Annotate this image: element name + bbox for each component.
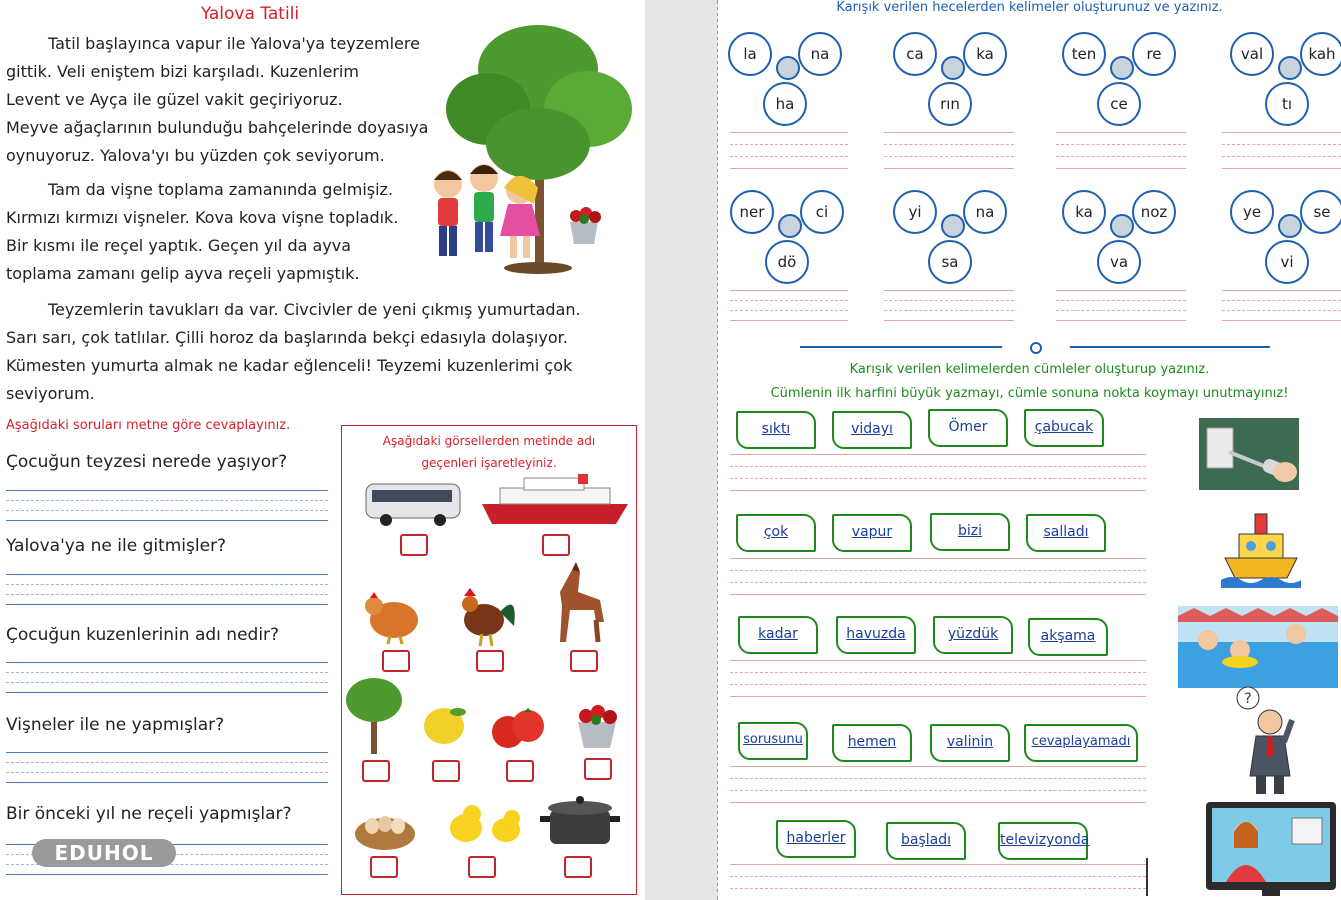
checkbox-tomato[interactable] [506,760,534,782]
story-line: toplama zamanı gelip ayva reçeli yapmıştık. [6,264,360,283]
pot-knob [576,796,584,804]
rooster-image [454,582,518,648]
sentence-write-lines-1[interactable] [730,454,1146,490]
write-guide [1056,300,1186,301]
word-card[interactable]: valinin [930,724,1010,762]
tree-soil [504,262,572,274]
syllable-bubble: re [1132,32,1176,76]
checkbox-cherry[interactable] [584,758,612,780]
sentence-write-lines-3[interactable] [730,660,1146,696]
child-leg [449,226,457,256]
syllable-group-8 [1230,190,1341,290]
write-line [730,490,1146,491]
write-line [730,802,1146,803]
man-head [1258,710,1282,734]
story-line: oynuyoruz. Yalova'yı bu yüzden çok seviyorum. [6,146,385,165]
word-card[interactable]: cevaplayamadı [1024,724,1138,762]
write-line [730,696,1146,697]
quince-image [420,698,472,750]
tomato-image [488,706,550,752]
ship-cabin [524,478,584,490]
answer-line [6,692,328,693]
child-leg [510,236,517,258]
bus-image [364,478,464,528]
word-card[interactable]: sıktı [736,411,816,449]
pot-body [550,810,610,844]
story-line: Meyve ağaçlarının bulunduğu bahçelerinde doyasıya [6,118,429,137]
ship-funnel [578,474,588,484]
checkbox-ship[interactable] [542,534,570,556]
child-leg [485,222,493,252]
boat-porthole [1266,541,1276,551]
cherry [579,709,593,723]
word-card[interactable]: havuzda [836,616,916,654]
man-leg [1274,776,1284,794]
word-card[interactable]: çok [736,514,816,552]
question-5: Bir önceki yıl ne reçeli yapmışlar? [6,804,292,824]
answer-line [6,574,328,575]
bucket [578,722,616,748]
story-line: Tam da vişne toplama zamanında gelmişiz. [48,180,394,199]
write-line [1222,132,1341,133]
write-guide [1222,300,1341,301]
word-card[interactable]: vapur [832,514,912,552]
story-line: Tatil başlayınca vapur ile Yalova'ya teyzemlere [48,34,420,53]
swimming-pool-image [1178,606,1338,688]
child-leg [475,222,483,252]
hen-comb [370,592,378,598]
image-selection-box [341,425,637,895]
text-cursor [1146,858,1148,896]
answer-line [6,874,328,875]
syllable-group-7 [1062,190,1182,290]
word-card[interactable]: salladı [1026,514,1106,552]
write-guide [884,300,1014,301]
section-divider-dot [1030,342,1042,354]
rooster-leg [480,634,482,646]
syllable-group-2 [893,32,1013,132]
write-guide [884,310,1014,311]
write-guide [730,310,848,311]
answer-guide [6,584,328,585]
tomato-stem [524,708,532,712]
child-dress [500,204,540,236]
tv-stand [1262,888,1280,896]
swimmer-head [1286,624,1306,644]
syllable-bubble: ha [763,82,807,126]
story-line: Sarı sarı, çok tatlılar. Çilli horoz da başlarında bekçi edasıyla dolaşıyor. [6,328,568,347]
syllable-section-title: Karışık verilen hecelerden kelimeler oluşturunuz ve yazınız. [836,0,1223,15]
tomato [512,710,544,742]
story-line: gittik. Veli eniştem bizi karşıladı. Kuzenlerim [6,62,359,81]
image-box-title-line: geçenleri işaretleyiniz. [421,456,557,470]
sentence-section-instruction: Cümlenin ilk harfini büyük yazmayı, cümle sonuna nokta koymayı unutmayınız! [770,386,1289,401]
bus-windows [372,490,452,502]
answer-guide [6,762,328,763]
syllable-bubble: ka [963,32,1007,76]
syllable-hub [776,56,800,80]
write-guide [730,778,1146,779]
story-title: Yalova Tatili [200,4,300,24]
egg-basket-image [352,808,418,852]
write-line [884,168,1014,169]
boat-chimney [1255,514,1267,534]
write-line [730,594,1146,595]
checkbox-chicks[interactable] [468,856,496,878]
syllable-bubble: sa [928,240,972,284]
word-card[interactable]: vidayı [832,411,912,449]
syllable-bubble: ci [800,190,844,234]
small-tree-foliage [346,678,402,722]
checkbox-tree[interactable] [362,760,390,782]
answer-line [6,604,328,605]
syllable-answer-lines-row-1[interactable] [730,132,1341,172]
syllable-hub [941,56,965,80]
cherry-leaf [591,715,601,725]
question-2: Yalova'ya ne ile gitmişler? [6,536,227,556]
answer-lines-3[interactable] [6,660,328,690]
story-line: Bir kısmı ile reçel yaptık. Geçen yıl da ayva [6,236,352,255]
pot-handle [540,816,550,822]
answer-guide [6,772,328,773]
bus-wheel [380,514,392,526]
pot-image [540,792,620,848]
image-box-title [342,430,636,474]
confused-man-image [1230,686,1302,796]
boat-porthole [1246,541,1256,551]
write-line [1056,168,1186,169]
write-line [1222,290,1341,291]
write-line [884,290,1014,291]
write-guide [1222,144,1341,145]
section-divider-left [800,346,1002,348]
story-line: Levent ve Ayça ile güzel vakit geçiriyoruz. [6,90,343,109]
write-guide [1222,310,1341,311]
syllable-bubble: la [728,32,772,76]
syllable-bubble: vi [1265,240,1309,284]
syllable-bubble: ca [893,32,937,76]
write-guide [884,156,1014,157]
write-line [730,168,848,169]
write-guide [730,876,1146,877]
syllable-group-6 [893,190,1013,290]
child-shirt [474,192,494,222]
tree-foliage [486,108,590,180]
cherry [603,710,617,724]
syllable-bubble: val [1230,32,1274,76]
syllable-bubble: na [963,190,1007,234]
answer-guide [6,682,328,683]
write-guide [730,478,1146,479]
syllable-bubble: ye [1230,190,1274,234]
rooster-head [462,596,478,612]
hen-head [365,597,383,615]
page-gutter [645,0,718,900]
question-3: Çocuğun kuzenlerinin adı nedir? [6,625,280,645]
cherry-leaf [579,214,589,224]
syllable-bubble: tı [1265,82,1309,126]
swimmer-head [1198,630,1218,650]
eduhol-logo: EDUHOL [32,839,176,867]
child-shirt [438,198,458,226]
child-hair [434,171,462,180]
answer-lines-1[interactable] [6,488,328,518]
write-line [730,558,1146,559]
cherry [589,211,601,223]
wall-plate [1207,428,1233,468]
small-tree-image [344,676,404,756]
syllable-group-5 [730,190,850,290]
write-guide [1056,156,1186,157]
man-leg [1256,776,1266,794]
answer-guide [6,500,328,501]
word-card[interactable]: bizi [930,513,1010,551]
syllable-bubble: va [1097,240,1141,284]
ship-hull [482,504,628,524]
syllable-bubble: ner [730,190,774,234]
word-card[interactable]: başladı [886,822,966,860]
write-line [730,320,848,321]
horse-leg [596,620,598,642]
boat-cabin [1239,534,1283,558]
child-leg [523,236,530,258]
sentence-write-lines-4[interactable] [730,766,1146,802]
sentence-section-title: Karışık verilen kelimelerden cümleler oluşturup yazınız. [849,362,1210,377]
write-guide [730,300,848,301]
word-card[interactable]: hemen [832,724,912,762]
syllable-bubble: se [1300,190,1341,234]
write-line [884,132,1014,133]
answer-line [6,782,328,783]
write-guide [1056,144,1186,145]
answer-line [6,490,328,491]
syllable-bubble: noz [1132,190,1176,234]
story-line: Kümesten yumurta almak ne kadar eğlenceli! Teyzemi kuzenlerimi çok [6,356,573,375]
sentence-write-lines-5[interactable] [730,864,1146,900]
screwdriver-image [1199,418,1299,490]
syllable-bubble: rın [928,82,972,126]
checkbox-hen[interactable] [382,650,410,672]
syllable-bubble: yi [893,190,937,234]
word-card[interactable]: yüzdük [933,616,1013,654]
write-line [730,132,848,133]
rooster-leg [490,634,492,646]
syllable-hub [941,214,965,238]
syllable-bubble: na [798,32,842,76]
word-card[interactable]: çabucak [1024,409,1104,447]
waves [1221,577,1301,588]
write-guide [730,144,848,145]
rooster-comb [464,588,476,596]
word-card[interactable]: haberler [776,820,856,858]
cherry-bucket-image [570,700,624,752]
write-guide [1222,156,1341,157]
syllable-hub [1278,56,1302,80]
image-box-title-line: Aşağıdaki görsellerden metinde adı [382,434,596,448]
pot-handle [610,816,620,822]
write-guide [1056,310,1186,311]
boat-hull [1225,558,1297,578]
hen-leg [400,636,402,644]
write-line [730,766,1146,767]
syllable-answer-lines-row-2[interactable] [730,290,1341,324]
swim-ring [1222,656,1258,668]
checkbox-eggs[interactable] [370,856,398,878]
write-guide [730,466,1146,467]
egg [365,818,379,834]
question-4: Vişneler ile ne yapmışlar? [6,715,225,735]
hand [1273,462,1297,482]
word-card[interactable]: akşama [1028,618,1108,656]
chick-head [504,810,520,826]
tree-children-illustration [418,14,643,279]
word-card[interactable]: televizyonda [998,822,1088,860]
write-guide [884,144,1014,145]
write-guide [730,790,1146,791]
syllable-hub [1278,214,1302,238]
write-line [1056,132,1186,133]
write-line [730,454,1146,455]
write-line [884,320,1014,321]
write-guide [730,156,848,157]
right-worksheet-page [718,0,1341,900]
answer-lines-2[interactable] [6,572,328,602]
syllable-group-3 [1062,32,1182,132]
story-line: Teyzemlerin tavukları da var. Civcivler de yeni çıkmış yumurtadan. [48,300,581,319]
story-line: Kırmızı kırmızı vişneler. Kova kova vişne topladık. [6,208,399,227]
ship-image [480,474,630,528]
syllable-hub [1110,214,1134,238]
bus-wheel [434,514,446,526]
tv-news-image [1206,802,1336,896]
cartoon-boat-image [1221,502,1301,588]
chick-head [463,805,481,823]
write-line [730,864,1146,865]
syllable-group-4 [1230,32,1341,132]
checkbox-bus[interactable] [400,534,428,556]
horse-image [550,562,614,646]
story-paragraph-3 [6,296,626,408]
tv-inset-card [1292,818,1322,844]
egg [378,816,392,832]
syllable-bubble: ten [1062,32,1106,76]
questions-header: Aşağıdaki soruları metne göre cevaplayınız. [6,418,291,433]
write-line [1222,168,1341,169]
syllable-hub [778,214,802,238]
write-line [1056,320,1186,321]
word-card[interactable]: sorusunu [738,722,808,760]
word-card[interactable]: kadar [738,616,818,654]
sentence-write-lines-2[interactable] [730,558,1146,594]
question-mark-text: ? [1244,691,1252,707]
answer-guide [6,672,328,673]
write-guide [730,672,1146,673]
child-hair [470,165,498,174]
syllable-group-1 [728,32,848,132]
answer-line [6,662,328,663]
write-guide [730,582,1146,583]
syllable-bubble: kah [1300,32,1341,76]
write-line [1056,290,1186,291]
answer-lines-4[interactable] [6,750,328,780]
man-arm [1284,720,1292,742]
write-guide [730,888,1146,889]
write-guide [730,570,1146,571]
write-line [730,660,1146,661]
checkbox-quince[interactable] [432,760,460,782]
left-worksheet-page [0,0,645,900]
hen-leg [388,636,390,644]
chicks-image [442,798,528,848]
hen-image [360,586,426,646]
syllable-bubble: dö [765,240,809,284]
write-line [730,290,848,291]
syllable-bubble: ce [1097,82,1141,126]
write-guide [730,684,1146,685]
answer-line [6,520,328,521]
syllable-hub [1110,56,1134,80]
child-leg [439,226,447,256]
checkbox-rooster[interactable] [476,650,504,672]
answer-guide [6,594,328,595]
question-1: Çocuğun teyzesi nerede yaşıyor? [6,452,288,472]
checkbox-pot[interactable] [564,856,592,878]
syllable-bubble: ka [1062,190,1106,234]
bucket [570,222,598,244]
egg [391,818,405,834]
write-line [1222,320,1341,321]
quince-leaf [450,708,466,716]
pool-water [1178,642,1338,688]
answer-guide [6,510,328,511]
checkbox-horse[interactable] [570,650,598,672]
word-card[interactable]: Ömer [928,409,1008,447]
answer-line [6,752,328,753]
story-line: seviyorum. [6,384,95,403]
section-divider-right [1070,346,1270,348]
